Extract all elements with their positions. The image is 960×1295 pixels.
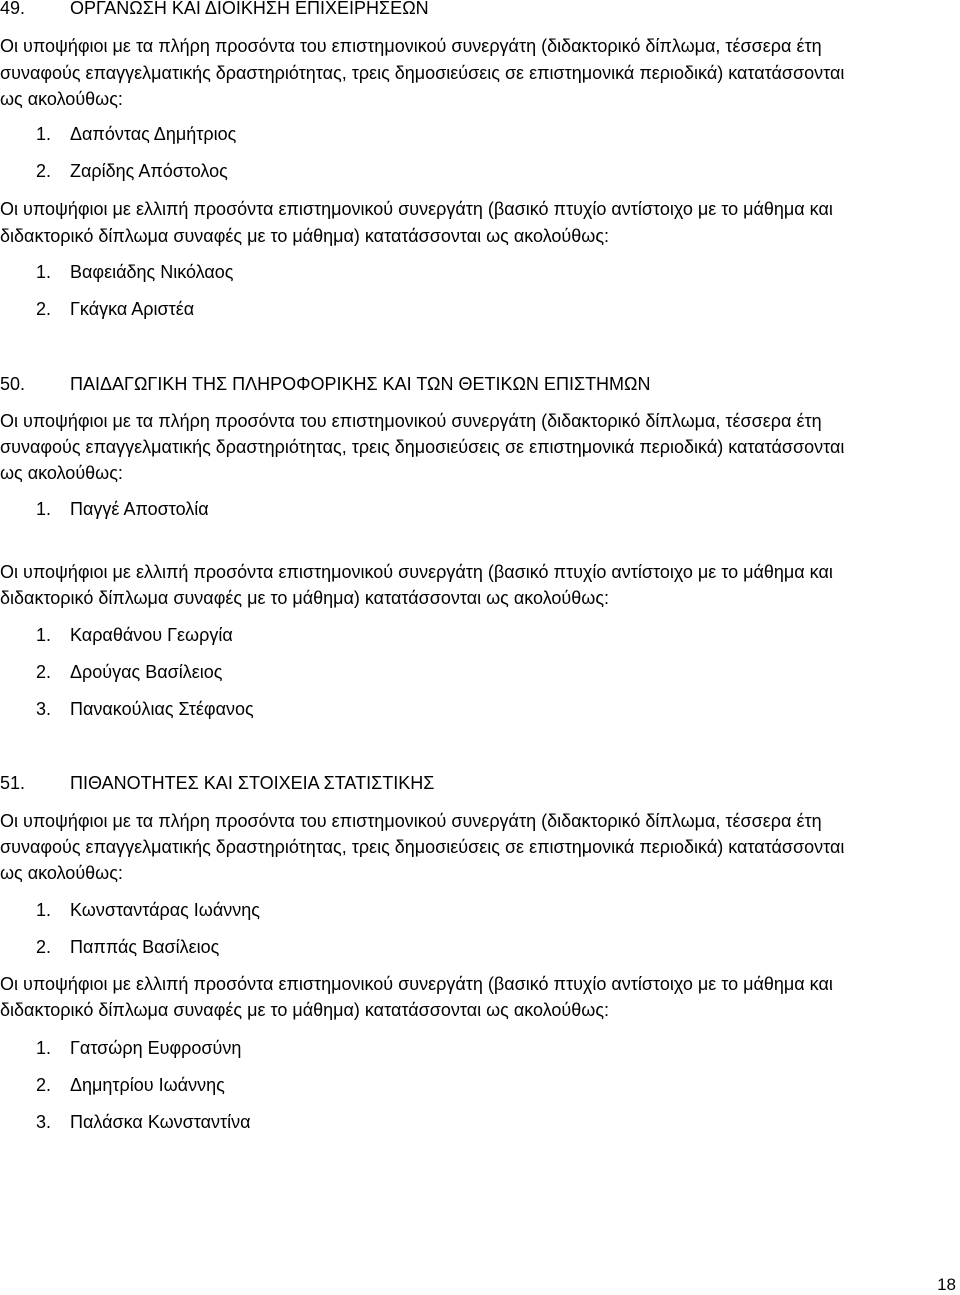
candidate-name: Κωνσταντάρας Ιωάννης xyxy=(70,900,260,920)
candidate-rank: 1. xyxy=(36,262,52,282)
intro-line: Οι υποψήφιοι με ελλιπή προσόντα επιστημονικού συνεργάτη (βασικό πτυχίο αντίστοιχο με το μάθημα και xyxy=(0,974,833,994)
intro-line: Οι υποψήφιοι με τα πλήρη προσόντα του επιστημονικού συνεργάτη (διδακτορικό δίπλωμα, τέσσερα έτη xyxy=(0,36,822,56)
candidate-name: Παππάς Βασίλειος xyxy=(70,937,220,957)
section-number: 49. xyxy=(0,0,26,18)
section-number: 51. xyxy=(0,773,26,793)
candidate-rank: 3. xyxy=(36,1112,52,1132)
candidate-rank: 1. xyxy=(36,1038,52,1058)
section-number: 50. xyxy=(0,374,26,394)
intro-line: Οι υποψήφιοι με τα πλήρη προσόντα του επιστημονικού συνεργάτη (διδακτορικό δίπλωμα, τέσσερα έτη xyxy=(0,411,822,431)
section-title: ΠΙΘΑΝΟΤΗΤΕΣ ΚΑΙ ΣΤΟΙΧΕΙΑ ΣΤΑΤΙΣΤΙΚΗΣ xyxy=(70,773,435,793)
candidate-name: Βαφειάδης Νικόλαος xyxy=(70,262,234,282)
intro-line: ως ακολούθως: xyxy=(0,463,123,483)
candidate-name: Γκάγκα Αριστέα xyxy=(70,299,195,319)
intro-line: ως ακολούθως: xyxy=(0,89,123,109)
candidate-rank: 2. xyxy=(36,937,52,957)
intro-line: συναφούς επαγγελματικής δραστηριότητας, τρεις δημοσιεύσεις σε επιστημονικά περιοδικά) κατατάσσονται xyxy=(0,437,845,457)
candidate-name: Ζαρίδης Απόστολος xyxy=(70,161,228,181)
candidate-name: Δαπόντας Δημήτριος xyxy=(70,124,237,144)
page-number: 18 xyxy=(937,1275,956,1294)
candidate-name: Δημητρίου Ιωάννης xyxy=(70,1075,225,1095)
candidate-rank: 3. xyxy=(36,699,52,719)
candidate-rank: 1. xyxy=(36,499,52,519)
intro-line: διδακτορικό δίπλωμα συναφές με το μάθημα) κατατάσσονται ως ακολούθως: xyxy=(0,226,610,246)
candidate-name: Πανακούλιας Στέφανος xyxy=(70,699,254,719)
intro-line: Οι υποψήφιοι με ελλιπή προσόντα επιστημονικού συνεργάτη (βασικό πτυχίο αντίστοιχο με το μάθημα και xyxy=(0,562,833,582)
candidate-rank: 2. xyxy=(36,161,52,181)
intro-line: διδακτορικό δίπλωμα συναφές με το μάθημα) κατατάσσονται ως ακολούθως: xyxy=(0,588,610,608)
candidate-rank: 2. xyxy=(36,662,52,682)
candidate-name: Καραθάνου Γεωργία xyxy=(70,625,233,645)
intro-line: συναφούς επαγγελματικής δραστηριότητας, τρεις δημοσιεύσεις σε επιστημονικά περιοδικά) κατατάσσονται xyxy=(0,63,845,83)
intro-line: διδακτορικό δίπλωμα συναφές με το μάθημα) κατατάσσονται ως ακολούθως: xyxy=(0,1000,610,1020)
intro-line: ως ακολούθως: xyxy=(0,863,123,883)
section-title: ΠΑΙΔΑΓΩΓΙΚΗ ΤΗΣ ΠΛΗΡΟΦΟΡΙΚΗΣ ΚΑΙ ΤΩΝ ΘΕΤΙΚΩΝ ΕΠΙΣΤΗΜΩΝ xyxy=(70,374,651,394)
intro-line: Οι υποψήφιοι με ελλιπή προσόντα επιστημονικού συνεργάτη (βασικό πτυχίο αντίστοιχο με το μάθημα και xyxy=(0,199,833,219)
intro-line: Οι υποψήφιοι με τα πλήρη προσόντα του επιστημονικού συνεργάτη (διδακτορικό δίπλωμα, τέσσερα έτη xyxy=(0,811,822,831)
section-title: ΟΡΓΑΝΩΣΗ ΚΑΙ ΔΙΟΙΚΗΣΗ ΕΠΙΧΕΙΡΗΣΕΩΝ xyxy=(70,0,429,18)
candidate-rank: 1. xyxy=(36,124,52,144)
candidate-name: Παγγέ Αποστολία xyxy=(70,499,209,519)
candidate-rank: 1. xyxy=(36,900,52,920)
candidate-rank: 1. xyxy=(36,625,52,645)
candidate-name: Γατσώρη Ευφροσύνη xyxy=(70,1038,242,1058)
candidate-name: Δρούγας Βασίλειος xyxy=(70,662,223,682)
intro-line: συναφούς επαγγελματικής δραστηριότητας, τρεις δημοσιεύσεις σε επιστημονικά περιοδικά) κατατάσσονται xyxy=(0,837,845,857)
candidate-rank: 2. xyxy=(36,1075,52,1095)
candidate-name: Παλάσκα Κωνσταντίνα xyxy=(70,1112,251,1132)
candidate-rank: 2. xyxy=(36,299,52,319)
